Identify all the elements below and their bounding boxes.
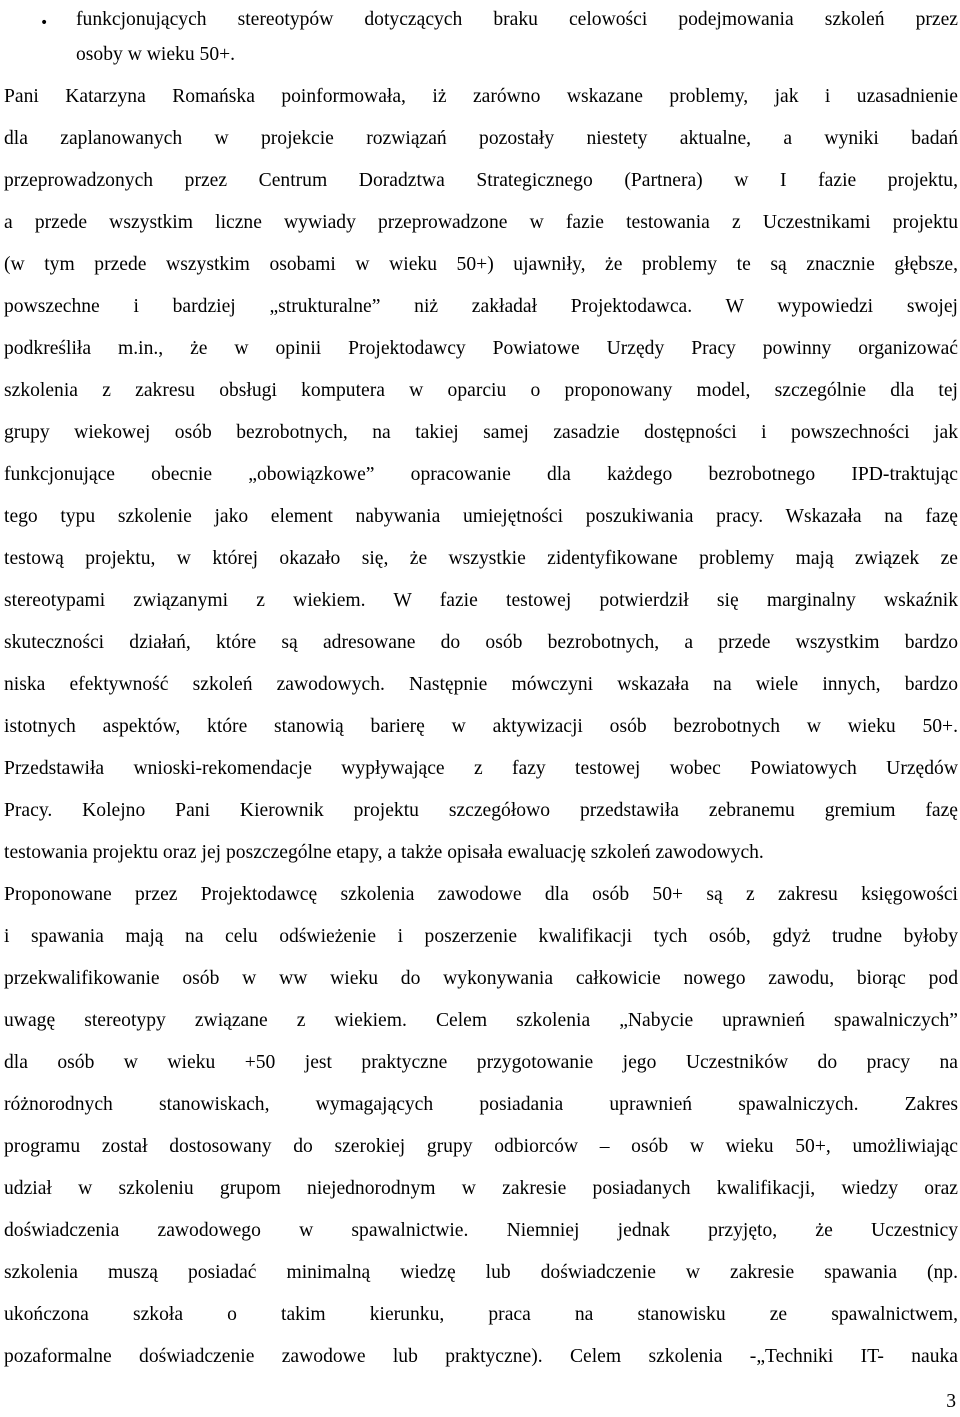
bullet-text-line: funkcjonujących stereotypów dotyczących braku celowości podejmowania szkoleń przez xyxy=(76,9,958,30)
paragraph-line: szkolenia z zakresu obsługi komputera w oparciu o proponowany model, szczególnie dla tej xyxy=(4,380,958,401)
paragraph-line: funkcjonujące obecnie „obowiązkowe” opracowanie dla każdego bezrobotnego IPD-traktując xyxy=(4,464,958,485)
paragraph-line: programu został dostosowany do szerokiej grupy odbiorców – osób w wieku 50+, umożliwiając xyxy=(4,1136,958,1157)
paragraph-line: przekwalifikowanie osób w ww wieku do wykonywania całkowicie nowego zawodu, biorąc pod xyxy=(4,968,958,989)
bullet-point: • xyxy=(40,15,49,31)
paragraph-line: grupy wiekowej osób bezrobotnych, na takiej samej zasadzie dostępności i powszechności jak xyxy=(4,422,958,443)
paragraph-line: Pracy. Kolejno Pani Kierownik projektu szczegółowo przedstawiła zebranemu gremium fazę xyxy=(4,800,958,821)
paragraph-line: przeprowadzonych przez Centrum Doradztwa Strategicznego (Partnera) w I fazie projektu, xyxy=(4,170,958,191)
paragraph-line: doświadczenia zawodowego w spawalnictwie. Niemniej jednak przyjęto, że Uczestnicy xyxy=(4,1220,958,1241)
paragraph-line: skuteczności działań, które są adresowane do osób bezrobotnych, a przede wszystkim bardzo xyxy=(4,632,958,653)
paragraph-line: Proponowane przez Projektodawcę szkolenia zawodowe dla osób 50+ są z zakresu księgowości xyxy=(4,884,958,905)
paragraph-line: szkolenia muszą posiadać minimalną wiedzę lub doświadczenie w zakresie spawania (np. xyxy=(4,1262,958,1283)
page-number: 3 xyxy=(946,1391,956,1412)
paragraph-line: różnorodnych stanowiskach, wymagających posiadania uprawnień spawalniczych. Zakres xyxy=(4,1094,958,1115)
paragraph-line: niska efektywność szkoleń zawodowych. Następnie mówczyni wskazała na wiele innych, bardzo xyxy=(4,674,958,695)
bullet-text-line: osoby w wieku 50+. xyxy=(76,44,236,65)
paragraph-line: testową projektu, w której okazało się, że wszystkie zidentyfikowane problemy mają związek ze xyxy=(4,548,958,569)
paragraph-line: ukończona szkoła o takim kierunku, praca na stanowisku ze spawalnictwem, xyxy=(4,1304,958,1325)
paragraph-line: i spawania mają na celu odświeżenie i poszerzenie kwalifikacji tych osób, gdyż trudne byłoby xyxy=(4,926,958,947)
paragraph-line: dla osób w wieku +50 jest praktyczne przygotowanie jego Uczestników do pracy na xyxy=(4,1052,958,1073)
paragraph-line: a przede wszystkim liczne wywiady przeprowadzone w fazie testowania z Uczestnikami projektu xyxy=(4,212,958,233)
paragraph-line: podkreśliła m.in., że w opinii Projektodawcy Powiatowe Urzędy Pracy powinny organizować xyxy=(4,338,958,359)
paragraph-line: pozaformalne doświadczenie zawodowe lub praktyczne). Celem szkolenia -„Techniki IT- nauka xyxy=(4,1346,958,1367)
paragraph-line: udział w szkoleniu grupom niejednorodnym w zakresie posiadanych kwalifikacji, wiedzy oraz xyxy=(4,1178,958,1199)
paragraph-line: Pani Katarzyna Romańska poinformowała, iż zarówno wskazane problemy, jak i uzasadnienie xyxy=(4,86,958,107)
paragraph-line: tego typu szkolenie jako element nabywania umiejętności poszukiwania pracy. Wskazała na fazę xyxy=(4,506,958,527)
paragraph-line: (w tym przede wszystkim osobami w wieku 50+) ujawniły, że problemy te są znacznie głębsze, xyxy=(4,254,958,275)
paragraph-line: powszechne i bardziej „strukturalne” niż zakładał Projektodawca. W wypowiedzi swojej xyxy=(4,296,958,317)
paragraph-line: Przedstawiła wnioski-rekomendacje wypływające z fazy testowej wobec Powiatowych Urzędów xyxy=(4,758,958,779)
paragraph-line: uwagę stereotypy związane z wiekiem. Celem szkolenia „Nabycie uprawnień spawalniczych” xyxy=(4,1010,958,1031)
paragraph-line: dla zaplanowanych w projekcie rozwiązań pozostały niestety aktualne, a wyniki badań xyxy=(4,128,958,149)
paragraph-line: istotnych aspektów, które stanowią barierę w aktywizacji osób bezrobotnych w wieku 50+. xyxy=(4,716,958,737)
paragraph-line: testowania projektu oraz jej poszczególne etapy, a także opisała ewaluację szkoleń zawodowych. xyxy=(4,842,764,863)
paragraph-line: stereotypami związanymi z wiekiem. W fazie testowej potwierdził się marginalny wskaźnik xyxy=(4,590,958,611)
